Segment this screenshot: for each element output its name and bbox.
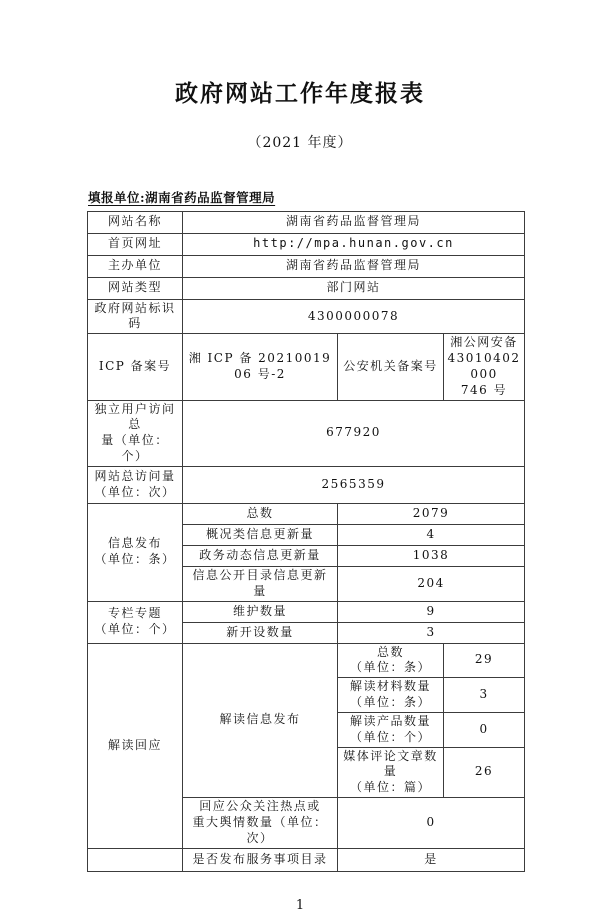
row-icp	[88, 334, 525, 400]
info-publish-row-label: 信息公开目录信息更新量	[183, 566, 338, 601]
label-line: （单位：条）	[94, 552, 176, 567]
site-code-label: 政府网站标识码	[88, 299, 183, 334]
label-line: 重大舆情数量（单位：	[192, 815, 328, 830]
police-filing-line: 746 号	[460, 382, 508, 397]
site-name-label: 网站名称	[88, 211, 183, 233]
total-visits-label	[88, 466, 183, 503]
police-filing-value	[444, 334, 525, 400]
info-publish-row-label: 概况类信息更新量	[183, 524, 338, 545]
special-columns-row-value: 3	[338, 622, 525, 643]
annual-report-table	[87, 211, 525, 872]
service-catalog-label: 是否发布服务事项目录	[183, 848, 338, 871]
interpretation-row-value: 26	[444, 747, 525, 797]
row-site-code	[88, 299, 525, 334]
site-type-value: 部门网站	[183, 277, 525, 299]
organizer-label: 主办单位	[88, 255, 183, 277]
info-publish-row-value: 2079	[338, 503, 525, 524]
interpretation-row-value: 29	[444, 643, 525, 678]
hotspot-label	[183, 797, 338, 848]
row-home-url	[88, 233, 525, 255]
info-publish-row-label: 总数	[183, 503, 338, 524]
icp-label: ICP 备案号	[88, 334, 183, 400]
row-unique-visitors	[88, 400, 525, 466]
hotspot-value: 0	[338, 797, 525, 848]
interpretation-row-value: 3	[444, 678, 525, 713]
police-filing-line: 湘公网安备	[450, 335, 518, 350]
unique-visitors-label	[88, 400, 183, 466]
label-line: 总数	[376, 644, 404, 659]
page-subtitle: （2021 年度）	[247, 134, 353, 151]
police-filing-line: 43010402000	[447, 351, 521, 381]
unit-line: （单位：个）	[349, 729, 431, 744]
site-name-value: 湖南省药品监督管理局	[183, 211, 525, 233]
label-line: 媒体评论文章数量	[343, 748, 438, 779]
info-publish-section-label	[88, 503, 183, 601]
interpretation-row-label	[338, 678, 444, 713]
interpretation-row-value: 0	[444, 712, 525, 747]
reporting-unit-line: 填报单位:湖南省药品监督管理局	[88, 189, 276, 205]
label-line: 独立用户访问总	[94, 401, 176, 432]
info-publish-row-value: 204	[338, 566, 525, 601]
home-url-label: 首页网址	[88, 233, 183, 255]
special-columns-section-label	[88, 601, 183, 643]
unit-line: （单位：条）	[349, 660, 431, 675]
info-publish-row-value: 1038	[338, 545, 525, 566]
home-url-value: http://mpa.hunan.gov.cn	[183, 233, 525, 255]
total-visits-value: 2565359	[183, 466, 525, 503]
label-line: 量（单位：个）	[101, 433, 169, 464]
icp-value: 湘 ICP 备 2021001906 号-2	[183, 334, 338, 400]
interpretation-release-label: 解读信息发布	[183, 643, 338, 797]
row-organizer	[88, 255, 525, 277]
special-columns-row-value: 9	[338, 601, 525, 622]
page-title: 政府网站工作年度报表	[175, 80, 425, 107]
label-line: 专栏专题	[107, 606, 162, 621]
label-line: 解读材料数量	[349, 679, 431, 694]
row-site-type	[88, 277, 525, 299]
site-type-label: 网站类型	[88, 277, 183, 299]
page-number: 1	[295, 897, 305, 913]
empty-cell	[88, 848, 183, 871]
label-line: 解读产品数量	[349, 713, 431, 728]
service-catalog-value: 是	[338, 848, 525, 871]
row-special-columns-maintained	[88, 601, 525, 622]
organizer-value: 湖南省药品监督管理局	[183, 255, 525, 277]
label-line: 次）	[246, 830, 274, 845]
interpretation-row-label	[338, 712, 444, 747]
label-line: （单位：次）	[94, 484, 176, 499]
interpretation-section-label: 解读回应	[88, 643, 183, 848]
site-code-value: 4300000078	[183, 299, 525, 334]
label-line: 网站总访问量	[94, 469, 176, 484]
row-site-name	[88, 211, 525, 233]
interpretation-row-label	[338, 643, 444, 678]
unit-line: （单位：篇）	[349, 780, 431, 795]
row-info-publish-total	[88, 503, 525, 524]
special-columns-row-label: 新开设数量	[183, 622, 338, 643]
police-filing-label: 公安机关备案号	[338, 334, 444, 400]
label-line: 回应公众关注热点或	[199, 799, 321, 814]
info-publish-row-value: 4	[338, 524, 525, 545]
special-columns-row-label: 维护数量	[183, 601, 338, 622]
row-interpretation-total	[88, 643, 525, 678]
row-service-catalog	[88, 848, 525, 871]
unit-line: （单位：条）	[349, 695, 431, 710]
interpretation-row-label	[338, 747, 444, 797]
row-total-visits	[88, 466, 525, 503]
label-line: 信息发布	[107, 536, 162, 551]
info-publish-row-label: 政务动态信息更新量	[183, 545, 338, 566]
label-line: （单位：个）	[94, 622, 176, 637]
unique-visitors-value: 677920	[183, 400, 525, 466]
